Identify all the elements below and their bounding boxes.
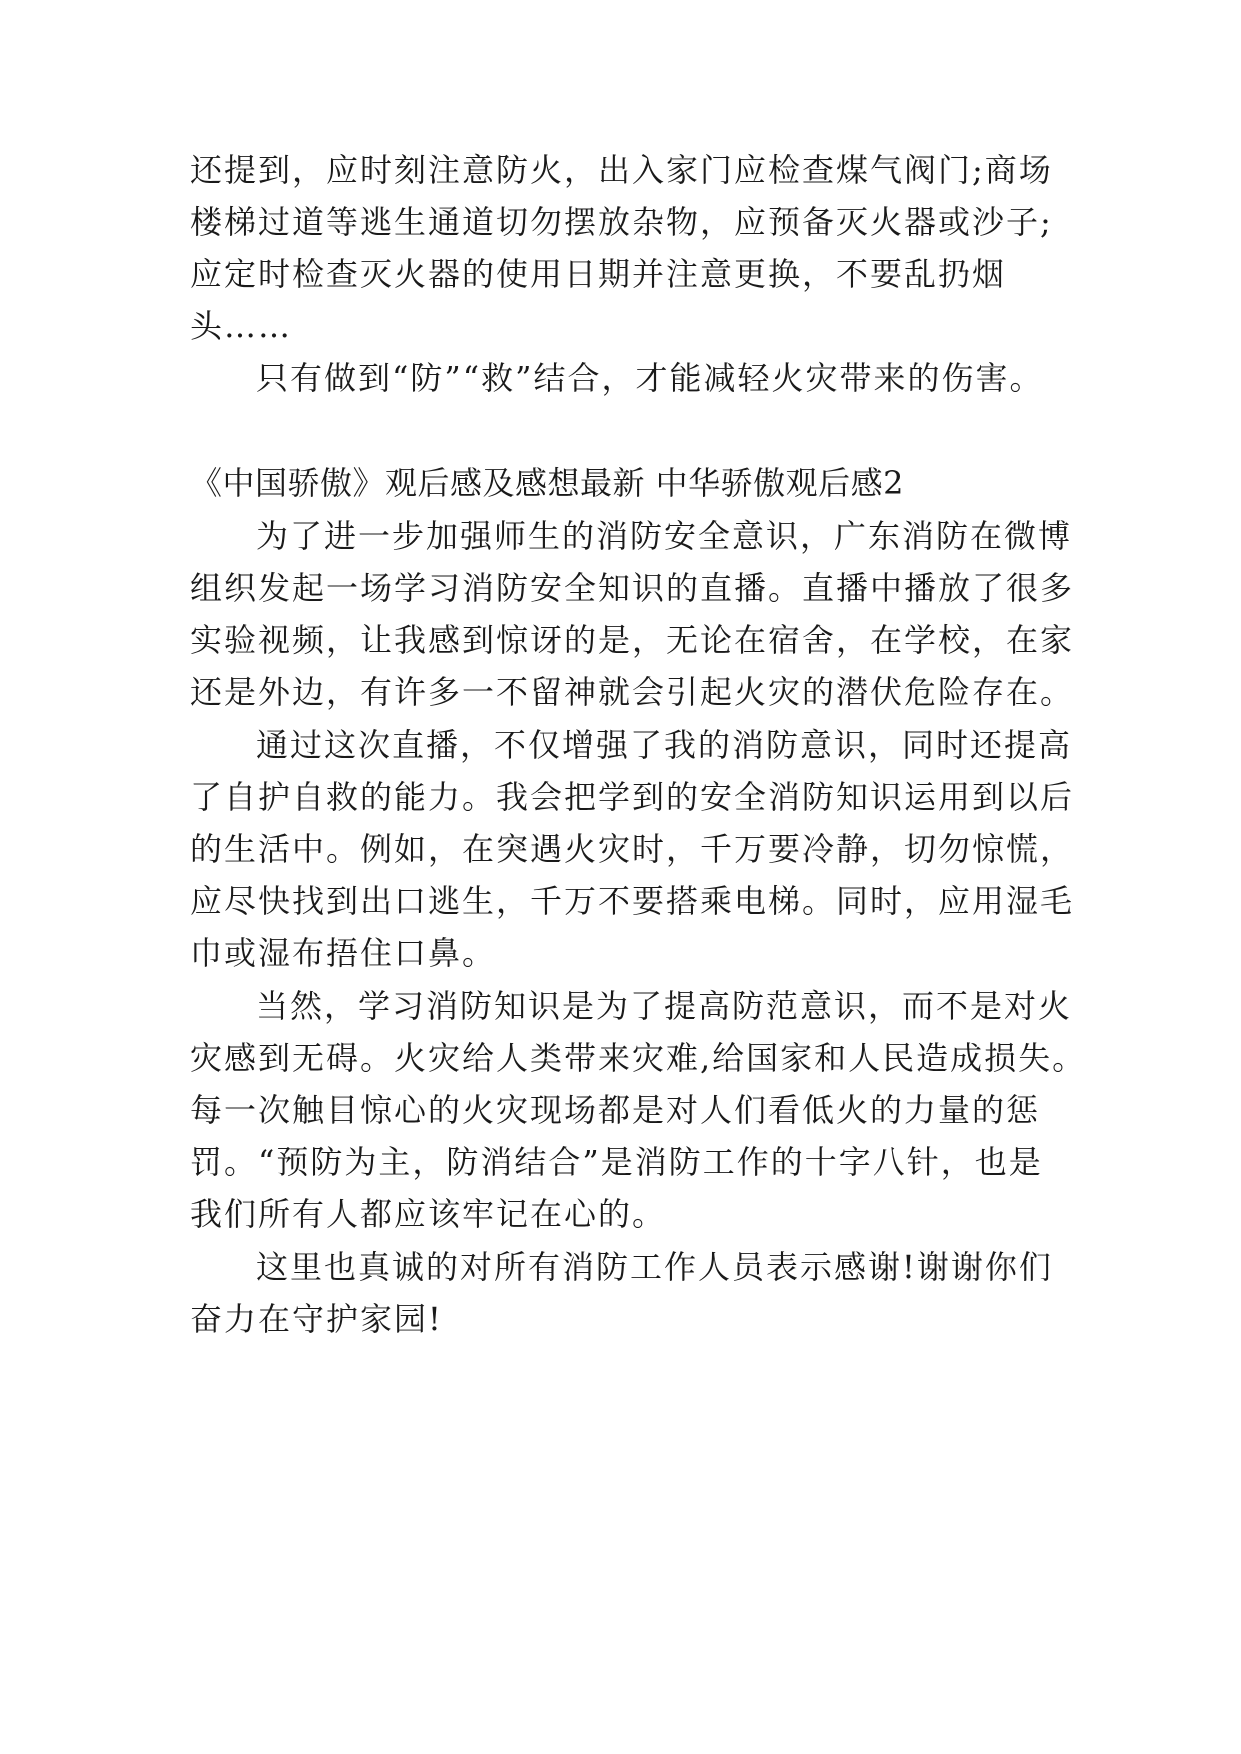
paragraph-line: 通过这次直播，不仅增强了我的消防意识，同时还提高 — [256, 726, 1073, 764]
paragraph-line: 还是外边，有许多一不留神就会引起火灾的潜伏危险存在。 — [190, 673, 1075, 711]
paragraph-line: 楼梯过道等逃生通道切勿摆放杂物，应预备灭火器或沙子; — [190, 203, 1053, 241]
section-heading: 《中国骄傲》观后感及感想最新 中华骄傲观后感2 — [190, 464, 905, 502]
paragraph-line: 了自护自救的能力。我会把学到的安全消防知识运用到以后 — [190, 778, 1075, 816]
paragraph-line: 巾或湿布捂住口鼻。 — [190, 934, 497, 972]
paragraph-line: 组织发起一场学习消防安全知识的直播。直播中播放了很多 — [190, 569, 1075, 607]
paragraph-line: 为了进一步加强师生的消防安全意识，广东消防在微博 — [256, 517, 1073, 555]
paragraph-line: 当然，学习消防知识是为了提高防范意识，而不是对火 — [256, 987, 1073, 1025]
paragraph-line: 还提到，应时刻注意防火，出入家门应检查煤气阀门;商场 — [190, 151, 1053, 189]
paragraph-line: 每一次触目惊心的火灾现场都是对人们看低火的力量的惩 — [190, 1091, 1041, 1129]
paragraph-line: 头…… — [190, 307, 293, 345]
paragraph-line: 我们所有人都应该牢记在心的。 — [190, 1195, 667, 1233]
paragraph-line: 应尽快找到出口逃生，千万不要搭乘电梯。同时，应用湿毛 — [190, 882, 1075, 920]
paragraph-line: 这里也真诚的对所有消防工作人员表示感谢!谢谢你们 — [256, 1248, 1053, 1286]
paragraph-line: 罚。“预防为主，防消结合”是消防工作的十字八针，也是 — [190, 1143, 1043, 1181]
paragraph-line: 实验视频，让我感到惊讶的是，无论在宿舍，在学校，在家 — [190, 621, 1075, 659]
paragraph-line: 的生活中。例如，在突遇火灾时，千万要冷静，切勿惊慌， — [190, 830, 1075, 868]
paragraph-line: 奋力在守护家园! — [190, 1300, 443, 1338]
paragraph-line: 应定时检查灭火器的使用日期并注意更换，不要乱扔烟 — [190, 255, 1007, 293]
paragraph-line: 只有做到“防”“救”结合，才能减轻火灾带来的伤害。 — [256, 359, 1044, 397]
paragraph-line: 灾感到无碍。火灾给人类带来灾难,给国家和人民造成损失。 — [190, 1039, 1087, 1077]
